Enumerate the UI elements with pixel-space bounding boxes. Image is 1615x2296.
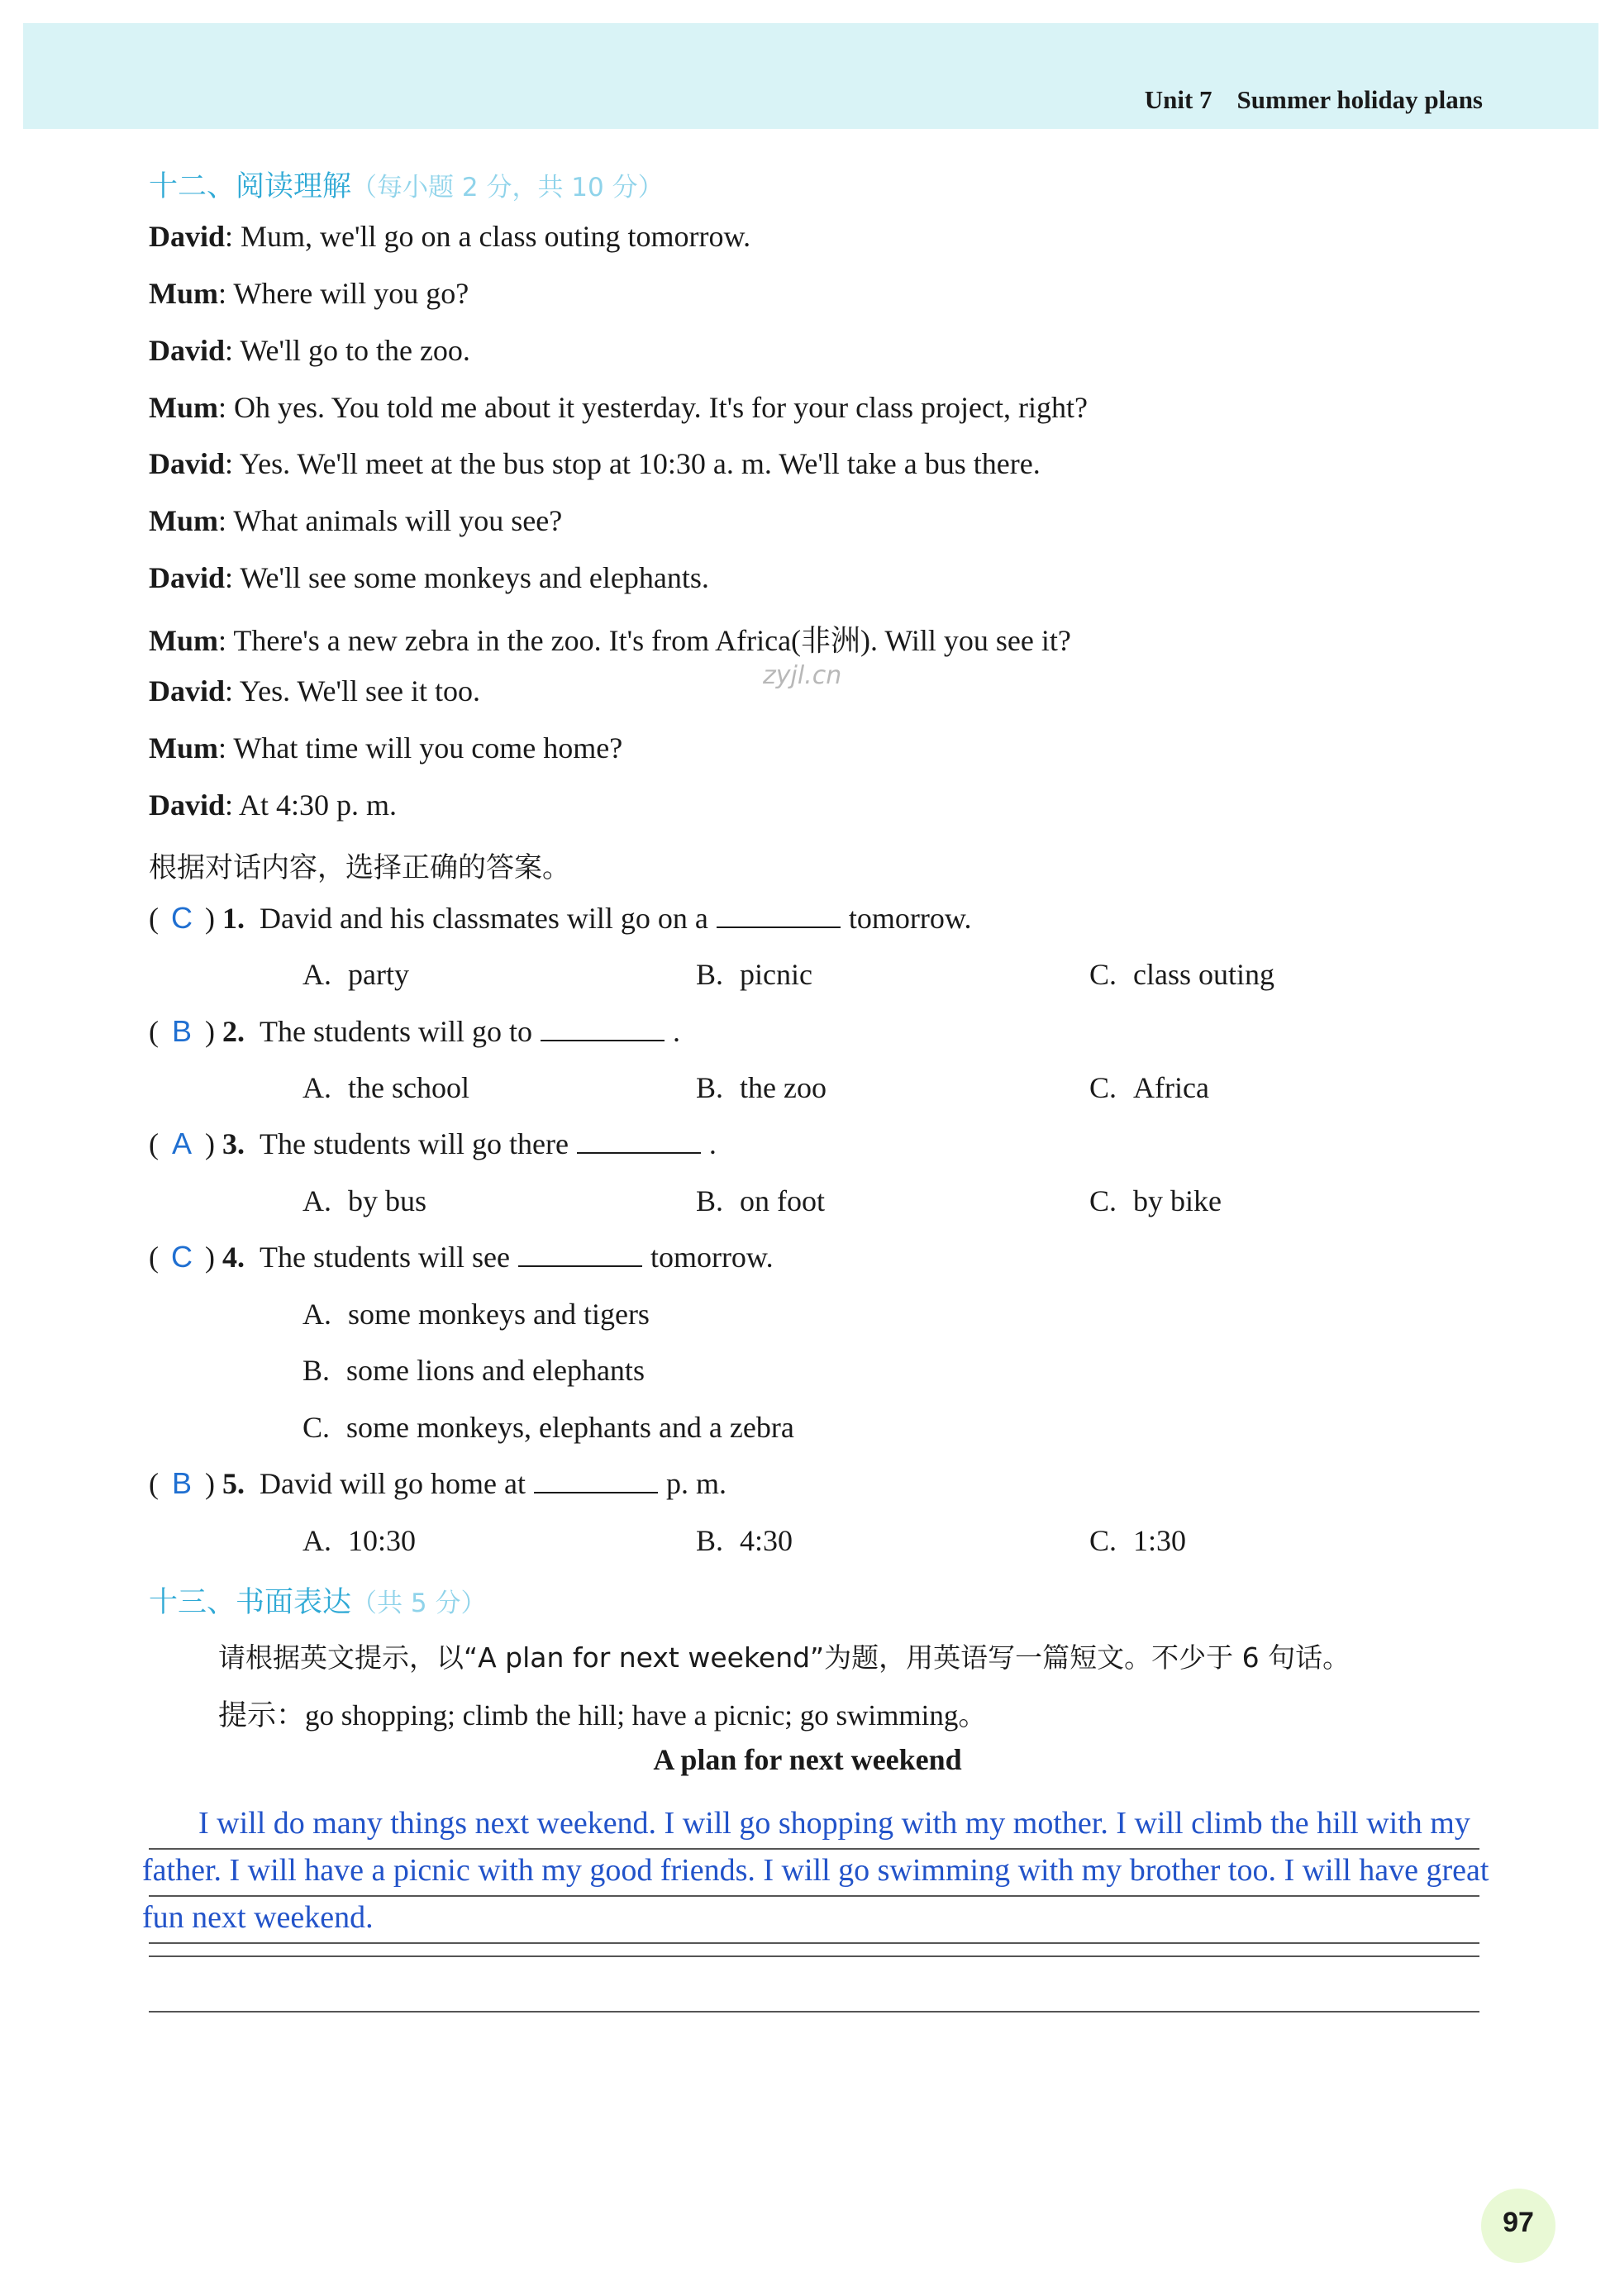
page-number: 97: [1503, 2207, 1534, 2238]
option-b: B. the zoo: [696, 1071, 827, 1104]
option-a: A. 10:30: [303, 1524, 417, 1557]
answer-5[interactable]: B: [171, 1466, 192, 1500]
dialogue-line: David: Yes. We'll meet at the bus stop at 10:30 a. m. We'll take a bus there.: [149, 447, 1041, 480]
unit-topic: Summer holiday plans: [1236, 85, 1483, 114]
essay-title: A plan for next weekend: [653, 1743, 962, 1776]
answer-blank: [518, 1241, 642, 1267]
running-header: [1145, 85, 1483, 115]
answer-3[interactable]: A: [171, 1127, 192, 1160]
option-c: C. class outing: [1089, 958, 1274, 991]
writing-line: [149, 1955, 1479, 1957]
section-13-title: 十三、书面表达（共 5 分）: [149, 1586, 487, 1619]
answer-1[interactable]: C: [171, 901, 193, 935]
answer-4[interactable]: C: [171, 1240, 193, 1274]
dialogue-line: Mum: What animals will you see?: [149, 504, 563, 537]
dialogue-line: David: We'll see some monkeys and elephants.: [149, 561, 709, 594]
dialogue-line: Mum: Where will you go?: [149, 277, 469, 310]
option-c: C. 1:30: [1089, 1524, 1187, 1557]
writing-prompt: 请根据英文提示，以“A plan for next weekend”为题，用英语写一篇短文。不少于 6 句话。: [218, 1641, 1351, 1674]
answer-blank: [541, 1015, 665, 1041]
question-1: ( C ) 1. David and his classmates will go on a tomorrow.: [149, 901, 972, 935]
option-b: B. on foot: [696, 1184, 826, 1217]
option-b: B. 4:30: [696, 1524, 793, 1557]
question-2: ( B ) 2. The students will go to .: [149, 1014, 680, 1048]
answer-blank: [577, 1127, 701, 1154]
writing-line: [149, 1942, 1479, 1944]
writing-line: [149, 2011, 1479, 2013]
option-a: A. by bus: [303, 1184, 427, 1217]
unit-label: Unit 7: [1144, 85, 1212, 114]
question-5: ( B ) 5. David will go home at p. m.: [149, 1466, 727, 1500]
dialogue-line: Mum: There's a new zebra in the zoo. It's from Africa(非洲). Will you see it?: [149, 624, 1071, 657]
instruction: 根据对话内容，选择正确的答案。: [149, 851, 570, 884]
section-13-note: （共 5 分）: [351, 1589, 487, 1618]
option-c: C. Africa: [1089, 1071, 1209, 1104]
dialogue-line: Mum: What time will you come home?: [149, 731, 623, 765]
dialogue-line: David: Mum, we'll go on a class outing tomorrow.: [149, 220, 751, 253]
dialogue-line: David: Yes. We'll see it too.: [149, 674, 480, 707]
answer-blank: [534, 1467, 658, 1493]
dialogue-line: Mum: Oh yes. You told me about it yesterday. It's for your class project, right?: [149, 391, 1088, 424]
handwritten-essay[interactable]: I will do many things next weekend. I will go shopping with my mother. I will climb the hill with my father. I will have a picnic with my good friends. I will go swimming with my brother too. I will have great fun next weekend.: [142, 1806, 1489, 1935]
option-c: C. by bike: [1089, 1184, 1222, 1217]
answer-2[interactable]: B: [171, 1014, 192, 1048]
option-b: B. some lions and elephants: [303, 1354, 645, 1387]
question-3: ( A ) 3. The students will go there .: [149, 1127, 717, 1160]
dialogue-line: David: We'll go to the zoo.: [149, 334, 470, 367]
watermark: zyjl.cn: [763, 661, 842, 690]
section-12-note: （每小题 2 分，共 10 分）: [351, 173, 664, 202]
section-12-title: 十二、阅读理解（每小题 2 分，共 10 分）: [149, 170, 664, 203]
option-a: A. some monkeys and tigers: [303, 1298, 650, 1331]
option-c: C. some monkeys, elephants and a zebra: [303, 1411, 794, 1444]
question-4: ( C ) 4. The students will see tomorrow.: [149, 1240, 774, 1274]
option-a: A. the school: [303, 1071, 469, 1104]
option-a: A. party: [303, 958, 409, 991]
writing-hint: 提示：go shopping; climb the hill; have a picnic; go swimming。: [218, 1699, 988, 1732]
option-b: B. picnic: [696, 958, 812, 991]
answer-blank: [717, 902, 841, 928]
dialogue-line: David: At 4:30 p. m.: [149, 788, 398, 822]
